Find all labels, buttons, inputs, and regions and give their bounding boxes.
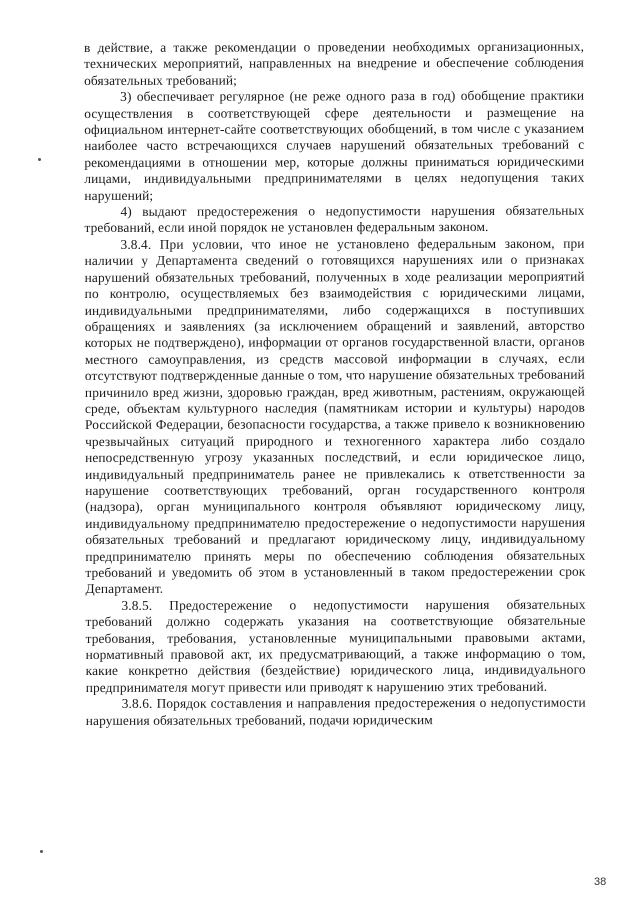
scan-speck (38, 158, 41, 161)
paragraph-item-3: 3) обеспечивает регулярное (не реже одного раза в год) обобщение практики осуществления в соответствующей сфере деятельности и размещение на официальном интернет-сайте соответствующих обобщений, в том числе с указанием наиболее часто встречающихся случаев нарушений обязательных требований с рекомендациями в отношении мер, которые должны приниматься юридическими лицами, индивидуальными предпринимателями в целях недопущения таких нарушений; (84, 87, 585, 203)
page-number: 38 (594, 876, 607, 888)
scan-speck (40, 850, 43, 853)
paragraph-section-3-8-6: 3.8.6. Порядок составления и направления предостережения о недопустимости нарушения обязательных требований, подачи юридическим (85, 694, 586, 728)
paragraph-continuation: в действие, а также рекомендации о проведении необходимых организационных, технических мероприятий, направленных на внедрение и обеспечение соблюдения обязательных требований; (84, 38, 585, 88)
document-page (84, 39, 586, 729)
paragraph-item-4: 4) выдают предостережения о недопустимости нарушения обязательных требований, если иной порядок не установлен федеральным законом. (84, 202, 585, 236)
paragraph-section-3-8-4: 3.8.4. При условии, что иное не установлено федеральным законом, при наличии у Департамента сведений о готовящихся нарушениях или о признаках нарушений обязательных требований, полученных в ходе реализации мероприятий по контролю, осуществляемых без взаимодействия с юридическими лицами, индивидуальными предпринимателями, либо содержащихся в поступивших обращениях и заявлениях (за исключением обращений и заявлений, авторство которых не подтверждено), информации от органов государственной власти, органов местного самоуправления, из средств массовой информации в случаях, если отсутствуют подтвержденные данные о том, что нарушение обязательных требований причинило вред жизни, здоровью граждан, вред животным, растениям, окружающей среде, объектам культурного наследия (памятникам истории и культуры) народов Российской Федерации, безопасности государства, а также привело к возникновению чрезвычайных ситуаций природного и техногенного характера либо создало непосредственную угрозу указанных последствий, и если юридическое лицо, индивидуальный предприниматель ранее не привлекались к ответственности за нарушение соответствующих требований, орган государственного контроля (надзора), орган муниципального контроля объявляют юридическому лицу, индивидуальному предпринимателю предостережение о недопустимости нарушения обязательных требований и предлагают юридическому лицу, индивидуальному предпринимателю принять меры по обеспечению соблюдения обязательных требований и уведомить об этом в установленный в таком предостережении срок Департамент. (84, 235, 586, 597)
paragraph-section-3-8-5: 3.8.5. Предостережение о недопустимости нарушения обязательных требований должно содержать указания на соответствующие обязательные требования, требования, установленные муниципальными правовыми актами, нормативный правовой акт, их предусматривающий, а также информацию о том, какие конкретно действия (бездействие) юридического лица, индивидуального предпринимателя могут привести или приводят к нарушению этих требований. (85, 596, 586, 695)
